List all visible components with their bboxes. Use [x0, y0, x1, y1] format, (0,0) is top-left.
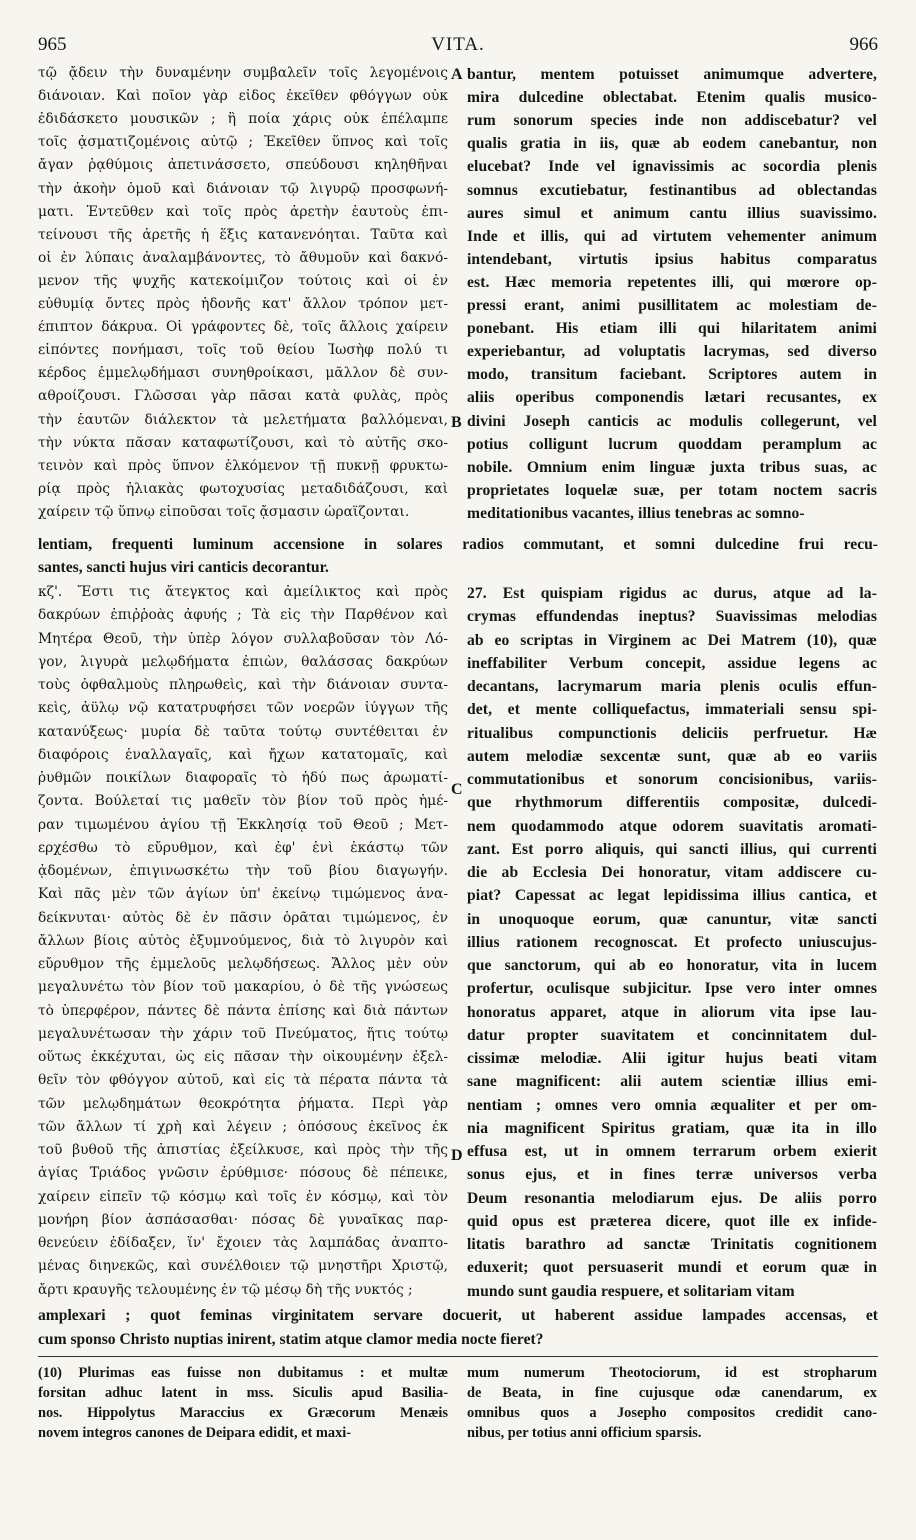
latin-text-line: meditationibus vacantes, illius tenebras ac somno-: [467, 504, 805, 522]
greek-text-line: έπιπτον δάκρυα. Οἱ γράφοντες δὲ, τοῖς ἄλλοις χαίρειν: [38, 320, 448, 336]
greek-text-line: ραν τιμωμένου ἁγίου τῇ Ἐκκλησίᾳ τοῦ Θεοῦ ; Μετ-: [38, 817, 448, 833]
latin-text-line: autem melodiæ sexcentæ sunt, quæ ab eo variis: [467, 747, 877, 765]
section-marker: D: [451, 1147, 463, 1164]
latin-text-line: 27. Est quispiam rigidus ac durus, atque ad la-: [467, 585, 877, 602]
greek-text-line: ἄγαν ῥᾳθύμοις ἀπετινάσσετο, σπεύδουσι κηληθῆναι: [38, 158, 448, 174]
latin-fullwidth-line: lentiam, frequenti luminum accensione in solares radios commutant, et somni dulcedine frui recu-: [38, 536, 878, 553]
greek-text-line: αθροίζουσι. Γλῶσσαι γὰρ πᾶσαι κατὰ φυλὰς, πρὸς: [38, 389, 448, 405]
latin-text-line: ineffabiliter Verbum concepit, assidue legens ac: [467, 654, 877, 672]
greek-text-line: Καὶ πᾶς μὲν τῶν ἁγίων ὑπ' ἐκείνῳ τιμώμενος ἀνα-: [38, 887, 448, 903]
latin-text-line: crymas effundendas ineptus? Suavissimas melodias: [467, 608, 877, 626]
latin-text-line: quid opus est præterea dicere, quot ille ex infide-: [467, 1212, 877, 1230]
latin-text-line: proprietates loquelæ suæ, per totam noctem sacris: [467, 481, 877, 499]
greek-text-line: γον, λιγυρὰ μελῳδήματα ἐπιὼν, θαλάσσας δακρύων: [38, 654, 448, 670]
latin-text-line: ab eo scriptas in Virginem ac Dei Matrem (10), quæ: [467, 631, 877, 649]
latin-text-line: profertur, oculisque subjicitur. Ipse vero inter omnes: [467, 980, 877, 998]
latin-text-line: illius rationem recognoscat. Et profecto uniuscujus-: [467, 933, 877, 951]
latin-text-line: intendebant, virtutis ipsius habitus comparatus: [467, 250, 877, 268]
greek-text-line: ρίᾳ πρὸς ἡλιακὰς φωτοχυσίας μεταδιδάζουσι, καὶ: [38, 481, 448, 497]
greek-text-line: ἄρτι κραυγῆς τελουμένης ἐν τῷ μέσῳ δὴ τῆς νυκτός ;: [38, 1282, 413, 1298]
latin-text-line: commutationibus et sonorum concisionibus, variis-: [467, 771, 877, 788]
greek-text-line: διαφόροις ἐναλλαγαῖς, καὶ ἤχων κατατομαῖς, καὶ: [38, 747, 448, 763]
greek-text-line: ματι. Ἐντεῦθεν καὶ τοῖς πρὸς ἀρετὴν ἑαυτοὺς ἐπι-: [38, 204, 448, 220]
latin-text-line: experiebantur, ad voluptatis lacrymas, sed diverso: [467, 343, 877, 361]
greek-text-line: τὸ ὑπερφέρον, πάντες δὲ πάντα ἐπίσης καὶ διὰ πάντων: [38, 1003, 448, 1019]
latin-text-line: que rhythmorum differentiis compositæ, dulcedi-: [467, 794, 877, 812]
footnote-rule: [38, 1356, 878, 1357]
greek-text-line: χαίρειν εἰπεῖν τῷ κόσμῳ καὶ τοῖς ἐν κόσμῳ, καὶ τὸν: [38, 1189, 448, 1205]
running-title: VITA.: [431, 34, 485, 55]
greek-text-line: εὐθυμίᾳ ὄντες πρὸς ἡδονῆς κατ' ἄλλον τρόπον μετ-: [38, 297, 448, 312]
latin-text-line: potius colligunt lucrum quoddam peramplum ac: [467, 435, 877, 453]
latin-text-line: honoratus apparet, atque in aliorum vita ipse lau-: [467, 1003, 877, 1021]
greek-text-line: μένας διηνεκῶς, καὶ συνέλθοιεν τῷ μνηστῆρι Χριστῷ,: [38, 1259, 448, 1275]
greek-text-line: κεὶς, ἀΰλῳ νῷ κατατρυφήσει τῶν νοερῶν ἰύγγων τῆς: [38, 701, 448, 717]
latin-text-line: piat? Capessat ac legat lepidissima illius cantica, et: [467, 887, 877, 905]
latin-text-line: Deum resonantia melodiarum ejus. De aliis porro: [467, 1189, 877, 1207]
latin-fullwidth-line: amplexari ; quot feminas virginitatem servare docuerit, ut haberent assidue lampades accensas, et: [38, 1307, 878, 1324]
greek-text-line: τὴν νύκτα πᾶσαν καταφωτίζουσι, καὶ τὸ αὐτῆς σκο-: [38, 435, 448, 451]
latin-text-line: mira dulcedine oblectabat. Etenim qualis musico-: [467, 89, 877, 107]
footnote-line: mum numerum Theotociorum, id est stropharum: [467, 1366, 877, 1381]
greek-text-line: ερχέσθω τὸ εὔρυθμον, καὶ ἐφ' ἑνὶ ἑκάστῳ τῶν: [38, 840, 448, 856]
latin-text-line: sane magnificent: alii autem scientiæ illius emi-: [467, 1073, 877, 1091]
greek-text-line: ᾀδομένων, ἐπιγινωσκέτω τὴν τοῦ βίου διαγωγήν.: [38, 864, 448, 879]
greek-text-line: Μητέρα Θεοῦ, τὴν ὑπὲρ λόγον συλλαβοῦσαν τὸν Λό-: [38, 631, 448, 647]
latin-text-line: effusa est, ut in omnem terrarum orbem exierit: [467, 1143, 877, 1160]
latin-text-line: eduxerit; quot persuaserit mundi et eorum quæ in: [467, 1259, 877, 1277]
greek-text-line: οὕτως ἐκκέχυται, ὡς εἰς πᾶσαν τὴν οἰκουμένην ἐξελ-: [38, 1050, 448, 1065]
greek-text-line: θεῖν τὸν φθόγγον αὐτοῦ, καὶ εἰς τὰ πέρατα πάντα τὰ: [38, 1073, 448, 1089]
latin-text-line: qualis gratia in iis, quæ ab eodem canebantur, non: [467, 135, 877, 153]
footnote-line: novem integros canones de Deipara edidit, et maxi-: [38, 1426, 352, 1441]
latin-text-line: sonus ejus, et in fines terræ universos verba: [467, 1166, 877, 1184]
greek-text-line: τῶν μελῳδημάτων θεοκρότητα ῥήματα. Περὶ γὰρ: [38, 1096, 448, 1112]
greek-text-line: τοῦ βυθοῦ τῆς ἀπιστίας ἐξείλκυσε, καὶ πρὸς τὴν τῆς: [38, 1143, 448, 1158]
latin-text-line: litatis barathro ad sanctæ Trinitatis cognitionem: [467, 1236, 877, 1253]
greek-text-line: εἰπόντες πονήμασι, τοῖς τοῦ θείου Ἰωσὴφ πολύ τι: [38, 343, 448, 359]
latin-text-line: rum sonorum species inde non addiscebatur? vel: [467, 112, 877, 130]
greek-text-line: μενον τῆς ψυχῆς κατεκοίμιζον τούτοις καὶ οἱ ἐν: [38, 273, 448, 289]
page-number-right: 966: [849, 34, 878, 55]
latin-text-line: nobile. Omnium enim linguæ juxta tribus suas, ac: [467, 458, 877, 476]
footnote-line: omnibus quos a Josepho compositos credidit cano-: [467, 1406, 877, 1421]
section-marker: B: [451, 414, 462, 431]
greek-text-line: ἁγίας Τριάδος γνῶσιν ἐρύθμισε· πόσους δὲ πέπεικε,: [38, 1166, 448, 1182]
greek-text-line: οἱ ἐν λύπαις ἀναλαμβάνοντες, τὸ ἄθυμοῦν καὶ δακνό-: [38, 250, 448, 266]
greek-text-line: τοὺς ὀφθαλμοὺς πληρωθεὶς, καὶ τὴν διάνοιαν συντα-: [38, 678, 448, 693]
latin-text-line: zant. Est porro aliquis, qui sancti illius, qui currenti: [467, 840, 877, 858]
latin-text-line: est. Hæc memoria repetentes illi, qui mœrore op-: [467, 273, 877, 291]
latin-text-line: die ab Ecclesia Dei honoratur, vitam addiscere cu-: [467, 864, 877, 881]
latin-text-line: bantur, mentem potuisset animumque advertere,: [467, 66, 877, 83]
greek-text-line: μεγαλυνέτω τὸν βίον τοῦ μακαρίου, ὁ δὲ τῆς γνώσεως: [38, 980, 448, 996]
latin-text-line: Inde et illis, qui ad virtutem vehementer animum: [467, 227, 877, 245]
latin-text-line: ritualibus compunctionis deliciis perfruetur. Hæ: [467, 724, 877, 742]
greek-text-line: μεγαλυνέτωσαν τὴν χάριν τοῦ Πνεύματος, ἥτις τούτῳ: [38, 1026, 448, 1042]
latin-text-line: divini Joseph canticis ac modulis collegerunt, vel: [467, 412, 877, 430]
latin-text-line: ponebant. His etiam illi qui hilaritatem animi: [467, 320, 877, 338]
footnote-line: de Beata, in fine cujusque odæ canendarum, ex: [467, 1386, 877, 1401]
greek-text-line: δείκνυται· αὐτὸς δὲ ἐν πᾶσιν ὁρᾶται τιμώμενος, ἐν: [38, 910, 448, 926]
latin-text-line: in unoquoque eorum, quæ canuntur, vitæ sancti: [467, 910, 877, 928]
latin-fullwidth-line: cum sponso Christo nuptias inirent, statim atque clamor media nocte fieret?: [38, 1330, 544, 1348]
footnote-line: nibus, per totius anni officium sparsis.: [467, 1426, 702, 1441]
latin-text-line: nia magnificent Spiritus gratiam, quæ ita in illo: [467, 1119, 877, 1137]
greek-text-line: εὔρυθμον τῆς ἐμμελοῦς μελῳδήσεως. Ἄλλος μὲν οὖν: [38, 957, 448, 972]
footnote-line: forsitan adhuc latent in mss. Siculis apud Basilia-: [38, 1386, 448, 1401]
latin-text-line: elucebat? Inde vel ignavissimis ac socordia plenis: [467, 158, 877, 176]
footnote-line: nos. Hippolytus Maraccius ex Græcorum Menæis: [38, 1406, 448, 1421]
latin-text-line: det, et mente colliquefactus, immateriali sensu spi-: [467, 701, 877, 719]
footnote-line: (10) Plurimas eas fuisse non dubitamus : et multæ: [38, 1366, 448, 1381]
latin-text-line: datur propter suavitatem et concinnitatem dul-: [467, 1026, 877, 1044]
latin-fullwidth-line: santes, sancti hujus viri canticis decorantur.: [38, 559, 329, 577]
greek-text-line: ζοντα. Βούλεταί τις μαθεῖν τὸν βίον τοῦ πρὸς ἡμέ-: [38, 794, 448, 810]
latin-text-line: mundo sunt gaudia respuere, et solitariam vitam: [467, 1282, 795, 1300]
latin-text-line: cissimæ melodiæ. Alii igitur hujus beati vitam: [467, 1050, 877, 1067]
running-header: [38, 34, 878, 58]
greek-text-line: χαίρειν τῷ ὕπνῳ εἰποῦσαι τοῖς ᾄσμασιν ὡραΐζονται.: [38, 504, 410, 520]
greek-text-line: τείνουσι τῆς ἀρετῆς ἡ ἕξις κατανενόηται. Ταῦτα καὶ: [38, 227, 448, 243]
greek-text-line: κατανύξεως· μυρία δὲ ταῦτα τούτῳ συντέθειται ἐν: [38, 724, 448, 740]
latin-text-line: aliis operibus componendis lætari recusantes, ex: [467, 389, 877, 407]
greek-text-line: τὴν ἑαυτῶν διάλεκτον τὰ μελετήματα βαλλόμεναι,: [38, 412, 448, 428]
greek-text-line: ῥυθμῶν ποικίλων διαφοραῖς τὸ ἡδύ πως ἀρωματί-: [38, 771, 448, 786]
greek-text-line: δακρύων ἐπιῤῥοὰς ἀφυής ; Τὰ εἰς τὴν Παρθένον καὶ: [38, 608, 448, 624]
section-marker: A: [451, 66, 463, 83]
latin-text-line: modo, transitum faciebant. Scriptores autem in: [467, 366, 877, 384]
greek-text-line: τῶν ἄλλων τί χρὴ καὶ λέγειν ; ὁπόσους ἐκεῖνος ἐκ: [38, 1119, 448, 1135]
greek-text-line: τὴν ἀκοὴν ὁμοῦ καὶ διάνοιαν τῷ λιγυρῷ προσφωνή-: [38, 181, 448, 197]
latin-text-line: nentiam ; omnes vero omnia æqualiter et per om-: [467, 1096, 877, 1114]
greek-text-line: τοῖς ᾀσματιζομένοις αὐτῷ ; Ἐκεῖθεν ὕπνος καὶ τοῖς: [38, 135, 448, 151]
latin-text-line: somnus excutiebatur, festinantibus ad oblectandas: [467, 181, 877, 199]
greek-text-line: θενεύειν ἐδίδαξεν, ἵν' ἔχοιεν τὰς λαμπάδας ἀναπτο-: [38, 1236, 448, 1251]
greek-text-line: ἐδιδάσκετο μουσικῶν ; ἢ ποία χάρις οὐκ ἐπέλαμπε: [38, 112, 448, 128]
latin-text-line: nem quodammodo atque odorem suavitatis aromati-: [467, 817, 877, 835]
page-number-left: 965: [38, 34, 67, 55]
section-marker: C: [451, 781, 463, 798]
greek-text-line: διάνοιαν. Καὶ ποῖον γὰρ εἶδος ἐκεῖθεν φθόγγων οὐκ: [38, 89, 448, 105]
greek-text-line: ἄλλων βίοις αὐτὸς ἐξυμνούμενος, διὰ τὸ λιγυρὸν καὶ: [38, 933, 448, 949]
latin-text-line: pressi erant, animi pusillitatem ac molestiam de-: [467, 297, 877, 314]
latin-text-line: aures simul et animum cantu illius suavissimo.: [467, 204, 877, 222]
greek-text-line: μονήρη βίον ἀσπάσασθαι· πόσας δὲ γυναῖκας παρ-: [38, 1212, 448, 1228]
latin-text-line: decantans, lacrymarum maria plenis oculis effun-: [467, 678, 877, 695]
greek-text-line: κέρδος ἐμμελῳδήμασι συνηθροίκασι, μᾶλλον δὲ συν-: [38, 366, 448, 382]
latin-text-line: que sanctorum, qui ab eo honoratur, vita in lucem: [467, 957, 877, 974]
greek-text-line: τεινὸν καὶ πρὸς ὕπνον ἑλκόμενον τῇ πυκνῇ φρυκτω-: [38, 458, 448, 474]
greek-text-line: κζ'. Ἔστι τις ἄτεγκτος καὶ ἀμείλικτος καὶ πρὸς: [38, 585, 448, 600]
greek-text-line: τῷ ᾄδειν τὴν δυναμένην συμβαλεῖν τοῖς λεγομένοις: [38, 66, 448, 81]
